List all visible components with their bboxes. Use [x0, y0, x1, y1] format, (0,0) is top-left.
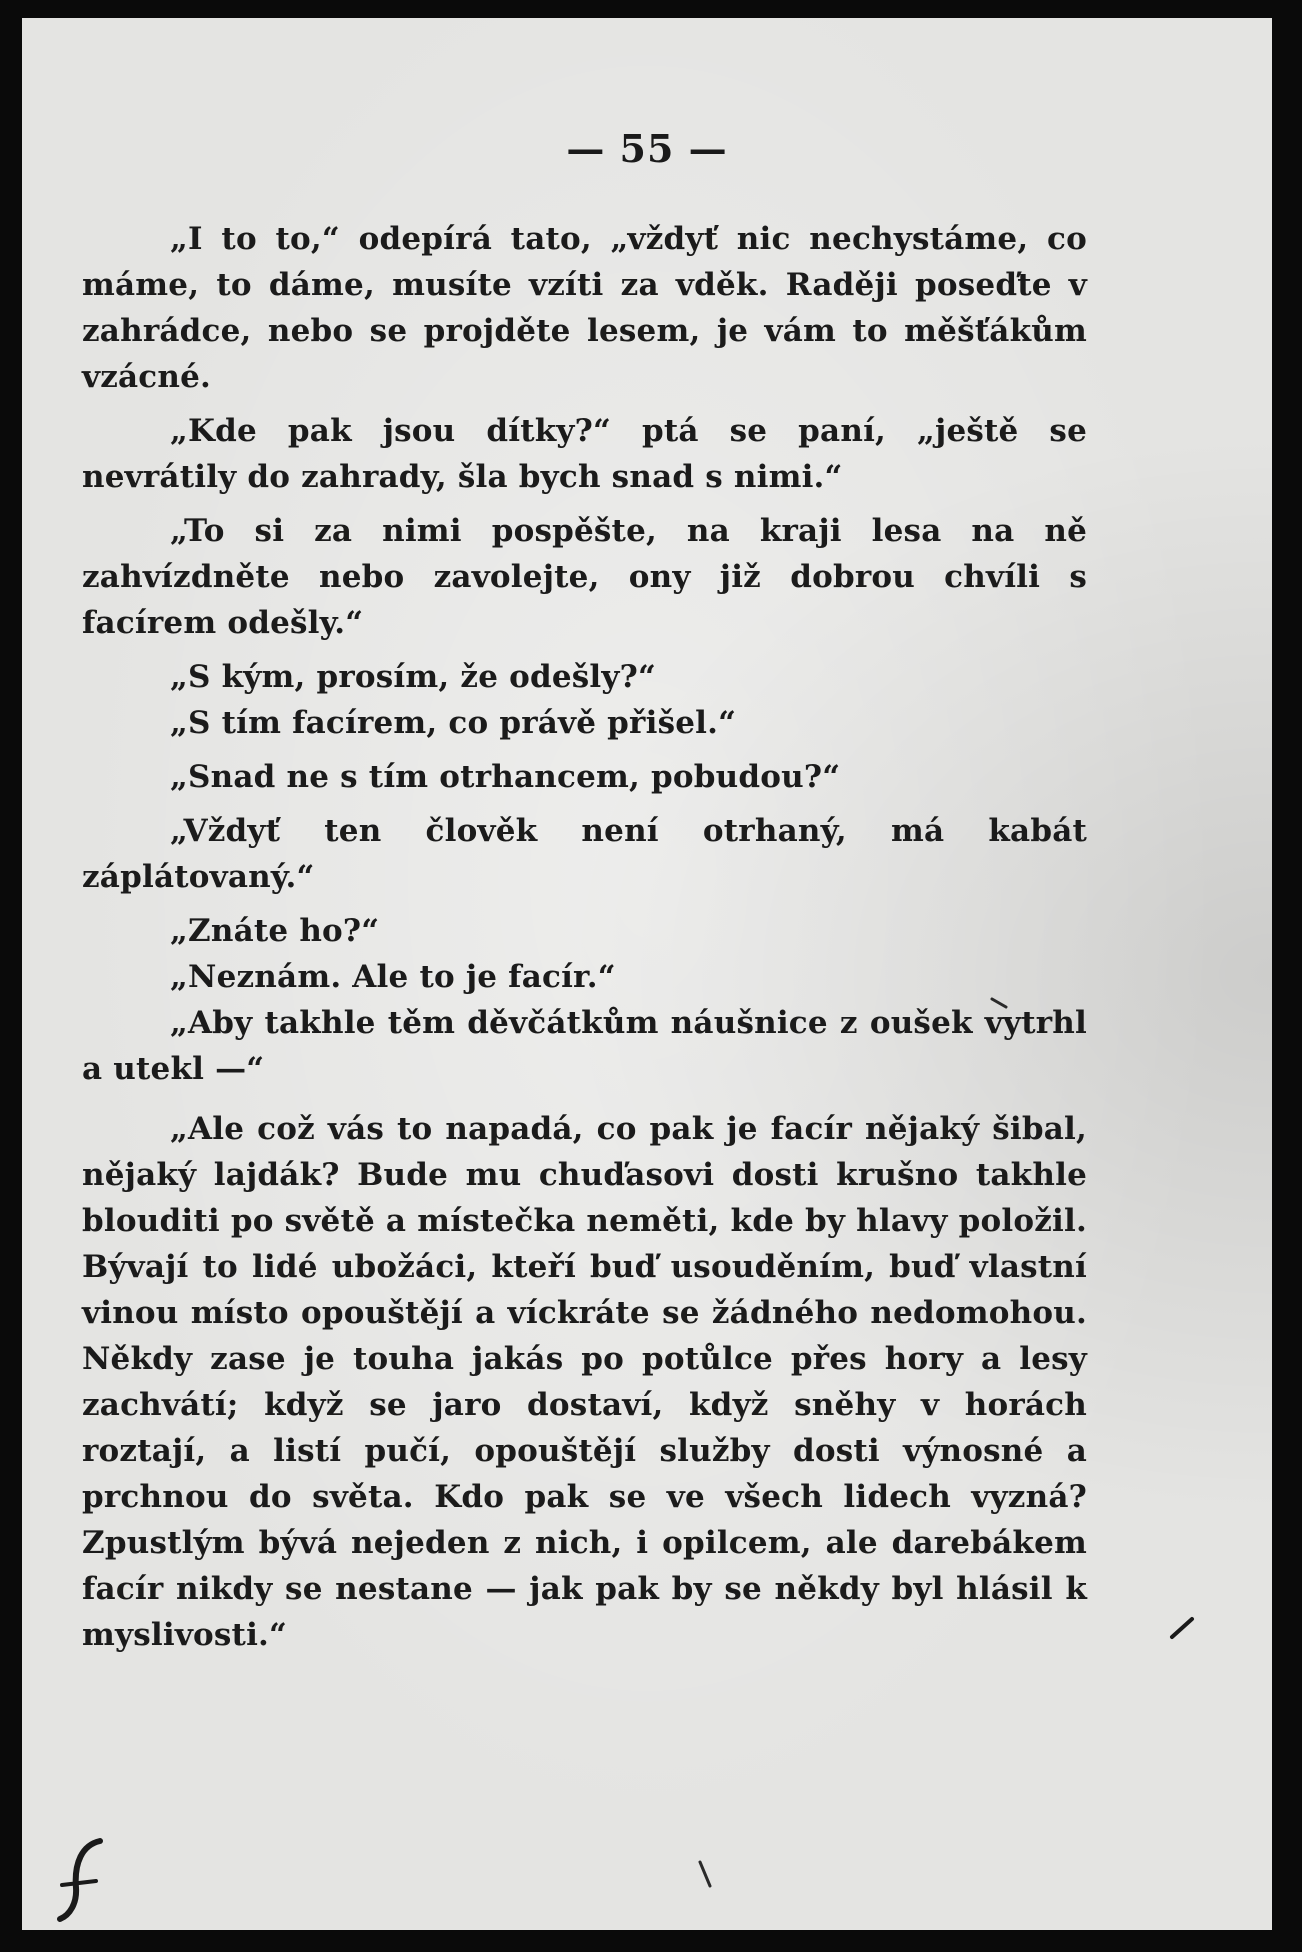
page-number: — 55 — — [566, 126, 728, 171]
paragraph-5: „S tím facírem, co právě přišel.“ — [170, 705, 737, 741]
paragraph-6: „Snad ne s tím otrhancem, pobudou?“ — [170, 759, 841, 795]
paragraph-3: „To si za nimi pospěšte, na kraji lesa na ně zahvízdněte nebo zavolejte, ony již dobrou chvíli s facírem odešly.“ — [82, 513, 1087, 641]
paragraph-10: „Aby takhle těm děvčátkům náušnice z oušek vytrhl a utekl —“ — [82, 1005, 1087, 1087]
book-page — [22, 18, 1272, 1930]
ink-stroke-mark — [52, 1833, 112, 1923]
paragraph-8: „Znáte ho?“ — [170, 913, 380, 949]
paragraph-9: „Neznám. Ale to je facír.“ — [170, 959, 616, 995]
paragraph-4: „S kým, prosím, že odešly?“ — [170, 659, 657, 695]
body-text — [82, 216, 1087, 1658]
speck-mark — [988, 993, 1012, 1013]
speck-mark — [694, 1858, 718, 1892]
paragraph-2: „Kde pak jsou dítky?“ ptá se paní, „ještě se nevrátily do zahrady, šla bych snad s nimi.“ — [82, 413, 1087, 495]
paragraph-11: „Ale což vás to napadá, co pak je facír nějaký šibal, nějaký lajdák? Bude mu chuďasovi dosti krušno takhle blouditi po světě a místečka neměti, kde by hlavy položil. Bývají to lidé ubožáci, kteří buď usouděním, buď vlastní vinou místo opouštějí a víckráte se žádného nedomohou. Někdy zase je touha jakás po potůlce přes hory a lesy zachvátí; když se jaro dostaví, když sněhy v horách roztají, a listí pučí, opouštějí služby dosti výnosné a prchnou do světa. Kdo pak se ve všech lidech vyzná? Zpustlým bývá nejeden z nich, i opilcem, ale darebákem facír nikdy se nestane — jak pak by se někdy byl hlásil k myslivosti.“ — [82, 1111, 1087, 1653]
paragraph-1: „I to to,“ odepírá tato, „vždyť nic nechystáme, co máme, to dáme, musíte vzíti za vděk. Raději poseďte v zahrádce, nebo se projděte lesem, je vám to měšťákům vzácné. — [82, 221, 1087, 395]
speck-mark — [1168, 1613, 1198, 1643]
paragraph-7: „Vždyť ten člověk není otrhaný, má kabát záplátovaný.“ — [82, 813, 1087, 895]
